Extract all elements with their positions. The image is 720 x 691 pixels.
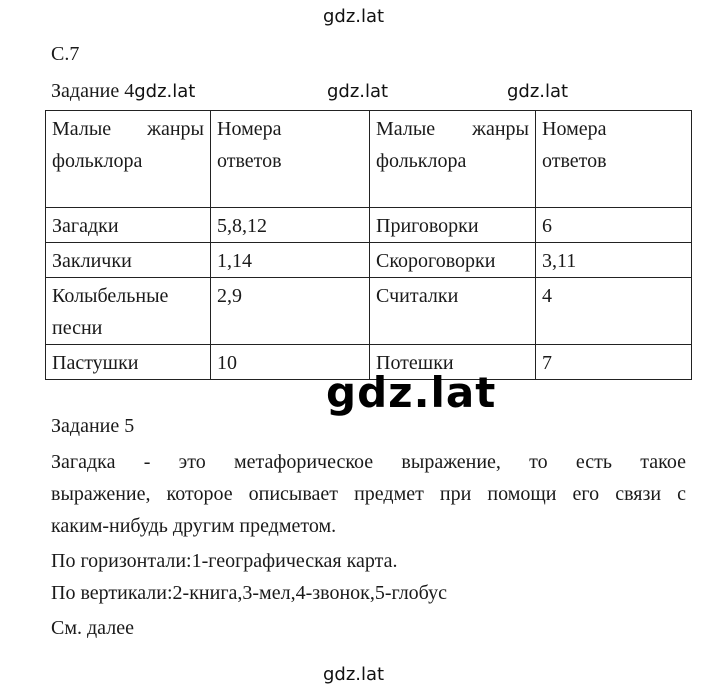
table-cell: Скороговорки xyxy=(370,243,536,278)
folklore-genres-table xyxy=(45,110,692,380)
task4-title-text: Задание 4 xyxy=(51,80,135,102)
watermark-bottom: gdz.lat xyxy=(323,664,385,685)
definition-line: Загадка - это метафорическое выражение, то есть такое xyxy=(51,451,686,473)
definition-line: каким-нибудь другим предметом. xyxy=(51,515,337,537)
table-cell: Загадки xyxy=(46,208,211,243)
watermark-inline-1: gdz.lat xyxy=(134,81,196,102)
definition-line: выражение, которое описывает предмет при помощи его связи с xyxy=(51,483,686,505)
table-cell: 10 xyxy=(211,345,370,380)
riddle-definition xyxy=(51,446,686,542)
table-cell: Потешки xyxy=(370,345,536,380)
see-further: См. далее xyxy=(51,617,134,639)
table-cell: 5,8,12 xyxy=(211,208,370,243)
watermark-top: gdz.lat xyxy=(323,6,385,27)
table-cell: 7 xyxy=(536,345,692,380)
crossword-horizontal: По горизонтали:1-географическая карта. xyxy=(51,550,398,572)
table-cell: 2,9 xyxy=(211,278,370,345)
watermark-inline-3: gdz.lat xyxy=(507,81,569,102)
table-row xyxy=(46,208,692,243)
table-row xyxy=(46,278,692,345)
table-cell: Приговорки xyxy=(370,208,536,243)
table-cell: 6 xyxy=(536,208,692,243)
table-header-row xyxy=(46,111,692,208)
table-cell: Пастушки xyxy=(46,345,211,380)
table-cell: 1,14 xyxy=(211,243,370,278)
crossword-vertical: По вертикали:2-книга,3-мел,4-звонок,5-глобус xyxy=(51,582,447,604)
table-cell: 3,11 xyxy=(536,243,692,278)
task5-title: Задание 5 xyxy=(51,415,135,437)
table-cell: Колыбельные песни xyxy=(46,278,211,345)
watermark-inline-2: gdz.lat xyxy=(327,81,389,102)
table-row xyxy=(46,243,692,278)
watermark-big: gdz.lat xyxy=(326,368,497,417)
task4-title xyxy=(51,80,195,103)
table-cell: 4 xyxy=(536,278,692,345)
header-cell: Малые жанры фольклора xyxy=(370,111,536,208)
header-cell: Номера ответов xyxy=(536,111,692,208)
page-reference: С.7 xyxy=(51,43,80,65)
table-cell: Считалки xyxy=(370,278,536,345)
header-cell: Малые жанры фольклора xyxy=(46,111,211,208)
table-cell: Заклички xyxy=(46,243,211,278)
header-cell: Номера ответов xyxy=(211,111,370,208)
